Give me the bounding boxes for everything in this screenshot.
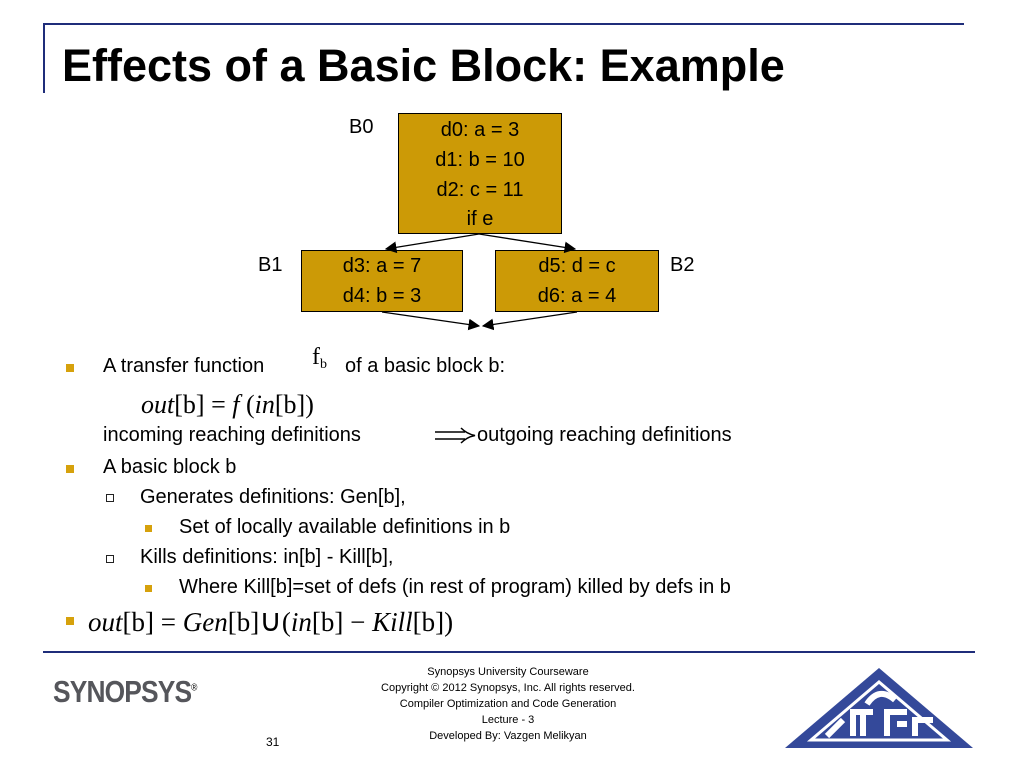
block-b0-line: d0: a = 3: [440, 119, 520, 141]
formula-term: [b]: [274, 390, 306, 419]
bullet-marker: [66, 617, 74, 625]
block-b0-label: B0: [349, 116, 374, 138]
formula-term: (: [239, 390, 255, 419]
transfer-function-suffix: of a basic block b:: [345, 355, 506, 377]
formula-term: −: [343, 607, 373, 637]
kill-set-text: Where Kill[b]=set of defs (in rest of program) killed by defs in b: [179, 576, 731, 598]
bullet-marker: [66, 364, 74, 372]
footer-line: Developed By: Vazgen Melikyan: [429, 730, 587, 742]
formula-term: Gen: [182, 607, 228, 637]
formula-term: [b]: [122, 607, 154, 637]
footer-rule: [43, 651, 975, 653]
basic-block-text: A basic block b: [103, 456, 237, 478]
footer-line: Copyright © 2012 Synopsys, Inc. All rights reserved.: [381, 682, 635, 694]
logo-registered-mark: ®: [191, 682, 198, 694]
function-subscript: b: [320, 357, 327, 372]
arrow-b2-out: [483, 312, 577, 326]
transfer-function-symbol: [312, 344, 327, 373]
block-b1-line: d4: b = 3: [342, 285, 422, 307]
outgoing-text: outgoing reaching definitions: [477, 424, 732, 446]
block-b1-label: B1: [258, 254, 283, 276]
sub-bullet-marker: [106, 555, 114, 563]
footer-line: Synopsys University Courseware: [427, 666, 589, 678]
formula-term: (: [281, 607, 291, 637]
arrow-b0-to-b2: [479, 234, 575, 249]
formula-term: ): [444, 607, 454, 637]
union-symbol: ∪: [259, 603, 282, 638]
formula-term: =: [154, 607, 183, 637]
synopsys-logo: [53, 674, 197, 710]
bullet-marker: [145, 525, 152, 532]
block-b0-line: d1: b = 10: [435, 149, 525, 171]
university-emblem-icon: [783, 664, 975, 750]
bullet-marker: [145, 585, 152, 592]
locally-available-text: Set of locally available definitions in b: [179, 516, 511, 538]
formula-term: [b]: [412, 607, 445, 637]
block-b2-line: d5: d = c: [538, 255, 616, 277]
footer-line: Lecture - 3: [481, 714, 535, 726]
block-b2-label: B2: [670, 254, 695, 276]
block-b0-line: if e: [466, 208, 494, 230]
logo-text: SYNOPSYS: [53, 674, 192, 709]
generates-text: Generates definitions: Gen[b],: [140, 486, 406, 508]
incoming-text: incoming reaching definitions: [103, 424, 361, 446]
block-b0-line: d2: c = 11: [436, 179, 524, 201]
block-b2-line: d6: a = 4: [537, 285, 617, 307]
function-f: f: [312, 344, 320, 370]
formula-gen-kill: [88, 603, 453, 639]
formula-term: [b]: [174, 390, 205, 419]
transfer-function-label: A transfer function: [103, 355, 265, 377]
bullet-marker: [66, 465, 74, 473]
page-number: 31: [266, 735, 280, 749]
formula-term: [b]: [311, 607, 344, 637]
formula-term: Kill: [372, 607, 413, 637]
formula-term: =: [204, 390, 233, 419]
kills-text: Kills definitions: in[b] - Kill[b],: [140, 546, 394, 568]
arrow-b0-to-b1: [386, 234, 479, 249]
sub-bullet-marker: [106, 494, 114, 502]
slide-title: Effects of a Basic Block: Example: [62, 40, 785, 91]
formula-term: in: [290, 607, 312, 637]
formula-out-equals-f-in: [141, 390, 314, 420]
footer-credits: [340, 664, 676, 744]
formula-term: [b]: [227, 607, 260, 637]
formula-term: in: [254, 390, 275, 419]
block-b1-line: d3: a = 7: [342, 255, 422, 277]
footer-line: Compiler Optimization and Code Generation: [399, 698, 617, 710]
formula-term: out: [141, 390, 175, 419]
formula-term: ): [305, 390, 314, 419]
formula-term: out: [88, 607, 123, 637]
formula-term: f: [232, 390, 240, 419]
arrow-b1-out: [382, 312, 479, 326]
implies-arrow-icon: [433, 427, 477, 445]
